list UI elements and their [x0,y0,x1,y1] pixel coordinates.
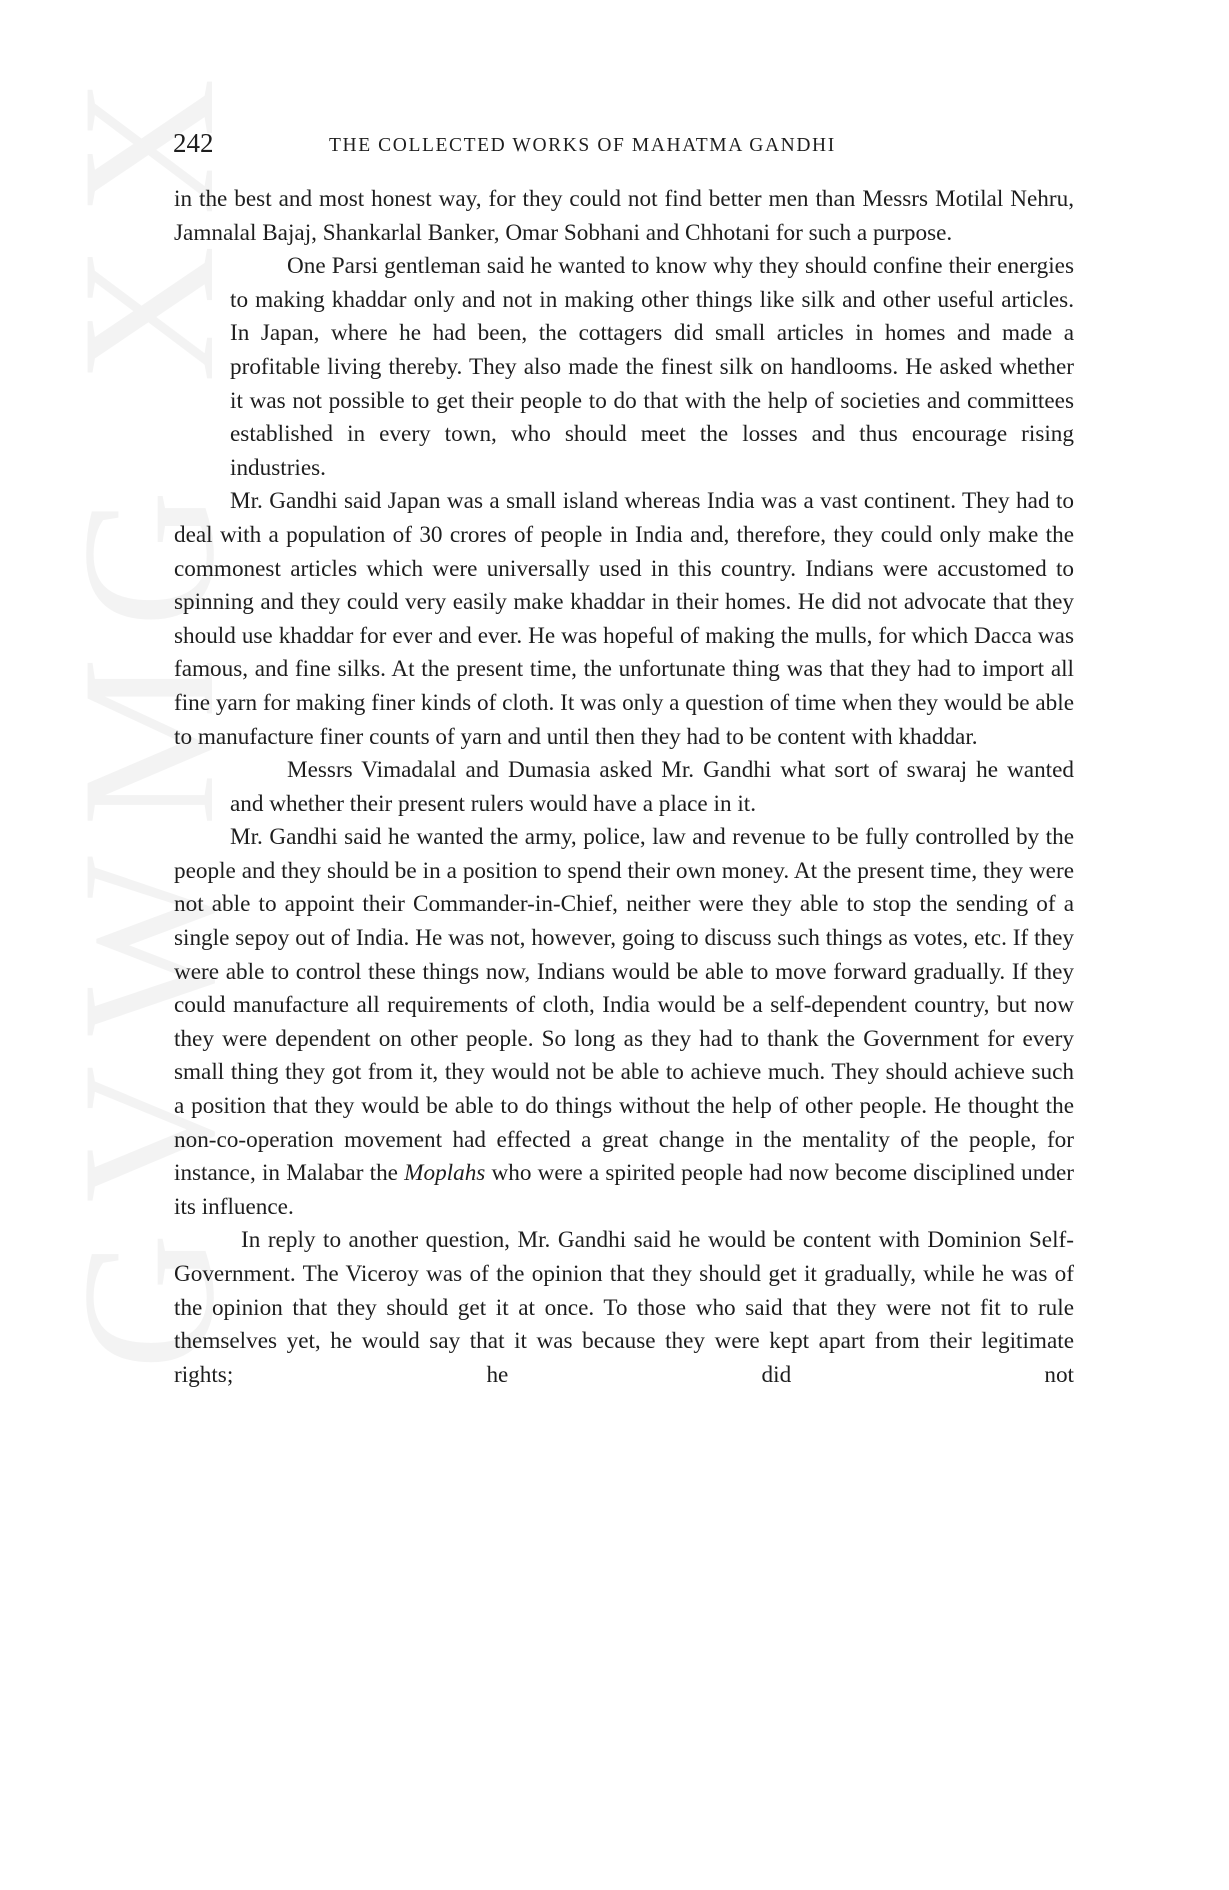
paragraph-continuation: in the best and most honest way, for they could not find better men than Messrs Motilal Nehru, Jamnalal Bajaj, Shankarlal Banker, Omar Sobhani and Chhotani for such a purpose. [174,186,1074,246]
paragraph-gandhi-reply-japan: Mr. Gandhi said Japan was a small island whereas India was a vast continent. They had to deal with a population of 30 crores of people in India and, therefore, they could only make the commonest articles which were universally used in this country. Indians were accustomed to spinning and they could very easily make khaddar in their homes. He did not advocate that they should use khaddar for ever and ever. He was hopeful of making the mulls, for which Dacca was famous, and fine silks. At the present time, the unfortunate thing was that they had to import all fine yarn for making finer kinds of cloth. It was only a question of time when they would be able to manufacture finer counts of yarn and until then they had to be content with khaddar. [174,488,1074,750]
paragraph-gandhi-reply-swaraj [174,821,1074,1224]
paragraph-parsi-question: One Parsi gentleman said he wanted to know why they should confine their energies to making khaddar only and not in making other things like silk and other useful articles. In Japan, where he had been, the cottagers did small articles in homes and made a profitable living thereby. They also made the finest silk on handlooms. He asked whether it was not possible to get their people to do that with the help of societies and committees established in every town, who should meet the losses and thus encourage rising industries. [230,253,1074,481]
paragraph-swaraj-question: Messrs Vimadalal and Dumasia asked Mr. Gandhi what sort of swaraj he wanted and whether their present rulers would have a place in it. [230,757,1074,817]
running-title: THE COLLECTED WORKS OF MAHATMA GANDHI [329,135,836,156]
emphasis-moplahs: Moplahs [404,1160,486,1187]
page-number: 242 [173,128,214,158]
reply-text-after: who were a spirited people had now become disciplined under its influence. [174,1160,1074,1220]
page-header [173,128,1073,168]
page-body [174,183,1074,1392]
reply-text-before: Mr. Gandhi said he wanted the army, police, law and revenue to be fully controlled by the people and they should be in a position to spend their own money. At the present time, they were not able to appoint their Commander-in-Chief, neither were they able to stop the sending of a single sepoy out of India. He was not, however, going to discuss such things as votes, etc. If they were able to control these things now, Indians would be able to move forward gradually. If they could manufacture all requirements of cloth, India would be a self-dependent country, but now they were dependent on other people. So long as they had to thank the Government for every small thing they got from it, they would not be able to achieve much. They should achieve such a position that they would be able to do things without the help of other people. He thought the non-co-operation movement had effected a great change in the mentality of the people, for instance, in Malabar the [174,824,1074,1187]
paragraph-dominion: In reply to another question, Mr. Gandhi said he would be content with Dominion Self-Government. The Viceroy was of the opinion that they should get it gradually, while he was of the opinion that they should get it at once. To those who said that they were not fit to rule themselves yet, he would say that it was because they were kept apart from their legitimate rights; he did not [174,1227,1074,1388]
